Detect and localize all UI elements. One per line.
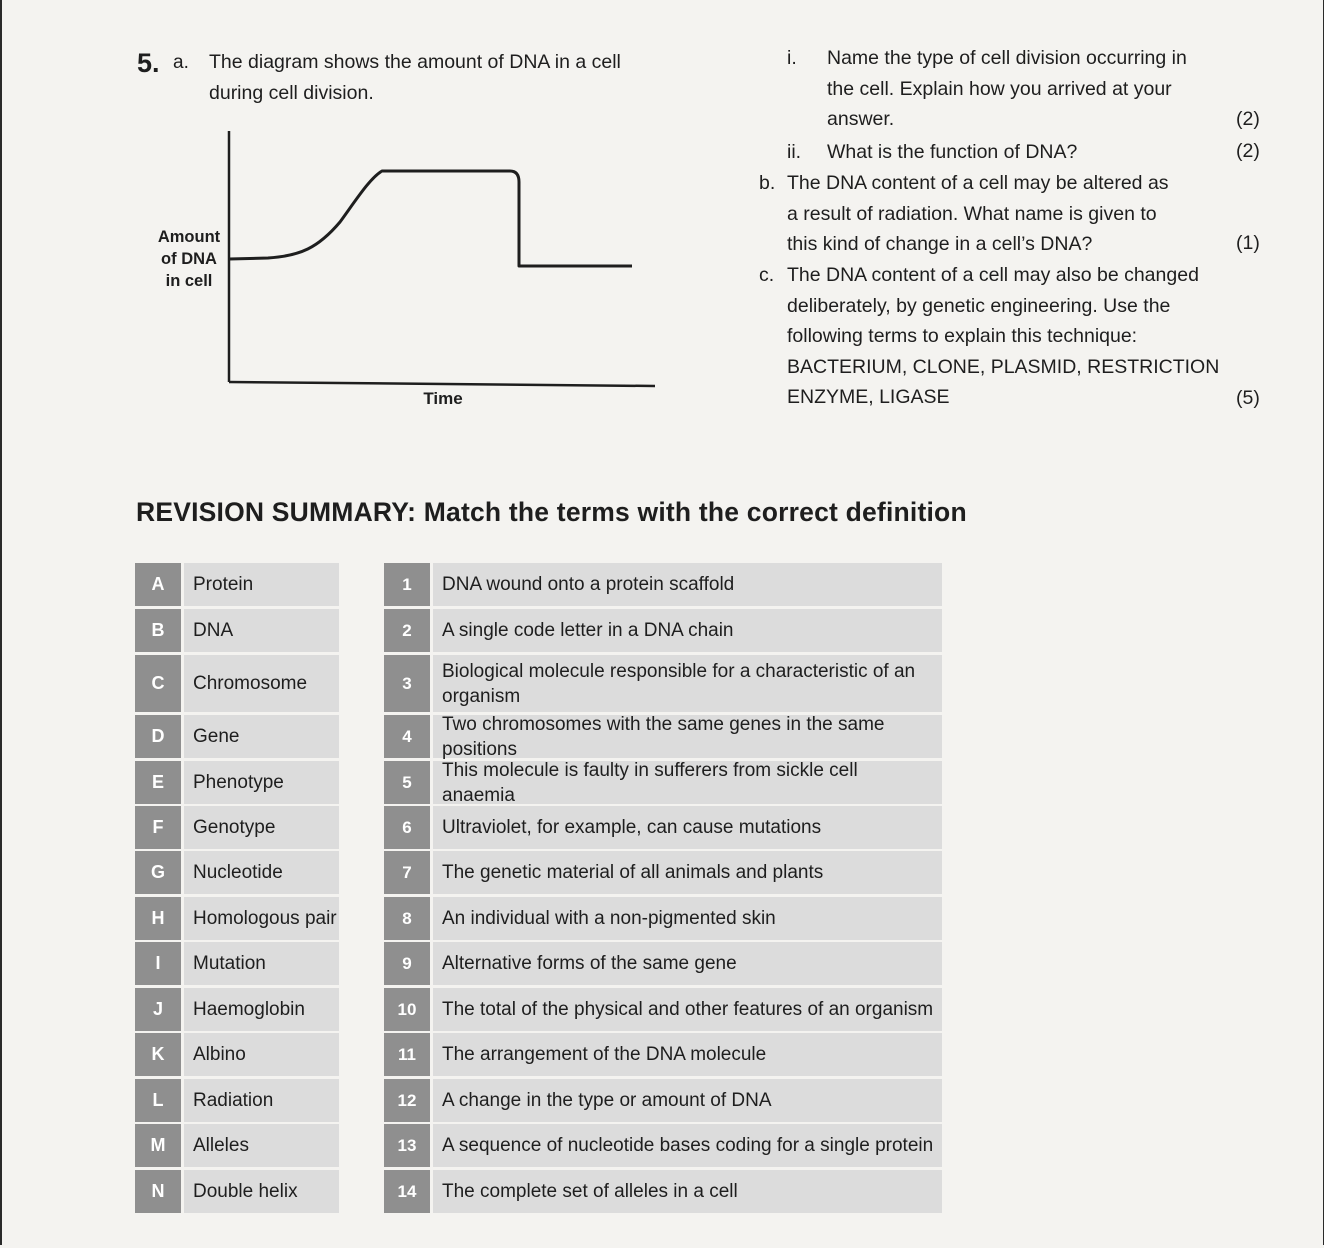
term-label: Phenotype <box>184 761 339 804</box>
term-letter: L <box>135 1079 181 1122</box>
term-letter: M <box>135 1124 181 1167</box>
term-letter: H <box>135 897 181 940</box>
term-letter: A <box>135 563 181 606</box>
definition-number: 3 <box>384 655 430 712</box>
diagram-y-label <box>150 226 228 292</box>
definition-text: Biological molecule responsible for a characteristic of an organism <box>433 655 942 712</box>
term-label: Albino <box>184 1033 339 1076</box>
term-label: Genotype <box>184 806 339 849</box>
sub-i-label: i. <box>787 47 797 69</box>
term-label: Homologous pair <box>184 897 339 940</box>
definition-number: 9 <box>384 942 430 985</box>
definition-number: 12 <box>384 1079 430 1122</box>
term-label: Chromosome <box>184 655 339 712</box>
term-label: DNA <box>184 609 339 652</box>
part-b-marks: (1) <box>1236 232 1260 254</box>
diagram-x-label: Time <box>423 389 463 408</box>
definition-number: 6 <box>384 806 430 849</box>
part-c-line: The DNA content of a cell may also be changed <box>787 264 1199 286</box>
sub-i-line: Name the type of cell division occurring in <box>827 47 1187 69</box>
part-c-text <box>787 260 1219 413</box>
diagram-y-label-line: of DNA <box>161 250 217 268</box>
definition-number: 7 <box>384 851 430 894</box>
part-b-line: this kind of change in a cell’s DNA? <box>787 233 1093 255</box>
sub-i-marks: (2) <box>1236 108 1260 130</box>
definition-text: An individual with a non-pigmented skin <box>433 897 942 940</box>
definition-number: 5 <box>384 761 430 804</box>
term-letter: F <box>135 806 181 849</box>
diagram-y-label-line: in cell <box>165 272 213 290</box>
term-letter: D <box>135 715 181 758</box>
sub-ii-label: ii. <box>787 141 802 163</box>
part-c-line: ENZYME, LIGASE <box>787 386 950 408</box>
part-a-text-line: The diagram shows the amount of DNA in a cell <box>209 51 621 73</box>
definition-number: 8 <box>384 897 430 940</box>
definition-number: 11 <box>384 1033 430 1076</box>
definition-text: Two chromosomes with the same genes in the same positions <box>433 715 942 758</box>
definition-number: 1 <box>384 563 430 606</box>
term-letter: G <box>135 851 181 894</box>
term-label: Mutation <box>184 942 339 985</box>
definition-text: This molecule is faulty in sufferers from sickle cell anaemia <box>433 761 942 804</box>
part-b-label: b. <box>759 172 776 194</box>
dna-diagram <box>0 0 700 420</box>
sub-ii-marks: (2) <box>1236 140 1260 162</box>
sub-i-line: answer. <box>827 108 895 130</box>
term-letter: B <box>135 609 181 652</box>
definition-text: The total of the physical and other features of an organism <box>433 988 942 1031</box>
diagram-x-axis <box>229 382 655 386</box>
part-b-line: a result of radiation. What name is given to <box>787 202 1157 225</box>
part-b-text <box>787 168 1169 260</box>
summary-title: REVISION SUMMARY: Match the terms with the correct definition <box>136 497 967 527</box>
definition-number: 13 <box>384 1124 430 1167</box>
term-letter: E <box>135 761 181 804</box>
term-letter: K <box>135 1033 181 1076</box>
term-label: Double helix <box>184 1170 339 1213</box>
part-c-label: c. <box>759 264 775 286</box>
definition-text: The complete set of alleles in a cell <box>433 1170 942 1213</box>
definition-text: The arrangement of the DNA molecule <box>433 1033 942 1076</box>
definition-number: 2 <box>384 609 430 652</box>
definition-text: The genetic material of all animals and plants <box>433 851 942 894</box>
dna-amount-curve <box>229 171 632 266</box>
question-number: 5. <box>137 48 160 78</box>
sub-i-line: the cell. Explain how you arrived at your <box>827 77 1172 100</box>
diagram-y-label-line: Amount <box>157 228 221 246</box>
term-label: Radiation <box>184 1079 339 1122</box>
definition-number: 10 <box>384 988 430 1031</box>
definition-text: Alternative forms of the same gene <box>433 942 942 985</box>
sub-i-text <box>827 43 1187 135</box>
term-label: Protein <box>184 563 339 606</box>
definition-text: A sequence of nucleotide bases coding for a single protein <box>433 1124 942 1167</box>
term-letter: C <box>135 655 181 712</box>
part-c-line: following terms to explain this technique: <box>787 325 1138 347</box>
term-label: Nucleotide <box>184 851 339 894</box>
part-a-text-line: during cell division. <box>209 81 374 104</box>
part-b-line: The DNA content of a cell may be altered as <box>787 172 1169 194</box>
part-c-line: BACTERIUM, CLONE, PLASMID, RESTRICTION <box>787 355 1220 378</box>
term-label: Alleles <box>184 1124 339 1167</box>
term-label: Gene <box>184 715 339 758</box>
definition-number: 14 <box>384 1170 430 1213</box>
definition-text: DNA wound onto a protein scaffold <box>433 563 942 606</box>
term-letter: N <box>135 1170 181 1213</box>
definition-text: A single code letter in a DNA chain <box>433 609 942 652</box>
part-c-marks: (5) <box>1236 387 1260 409</box>
sub-ii-text: What is the function of DNA? <box>827 141 1078 163</box>
term-letter: J <box>135 988 181 1031</box>
definition-text: A change in the type or amount of DNA <box>433 1079 942 1122</box>
part-a-label: a. <box>173 52 189 73</box>
part-c-line: deliberately, by genetic engineering. Use the <box>787 294 1171 317</box>
definition-number: 4 <box>384 715 430 758</box>
term-label: Haemoglobin <box>184 988 339 1031</box>
definition-text: Ultraviolet, for example, can cause mutations <box>433 806 942 849</box>
term-letter: I <box>135 942 181 985</box>
